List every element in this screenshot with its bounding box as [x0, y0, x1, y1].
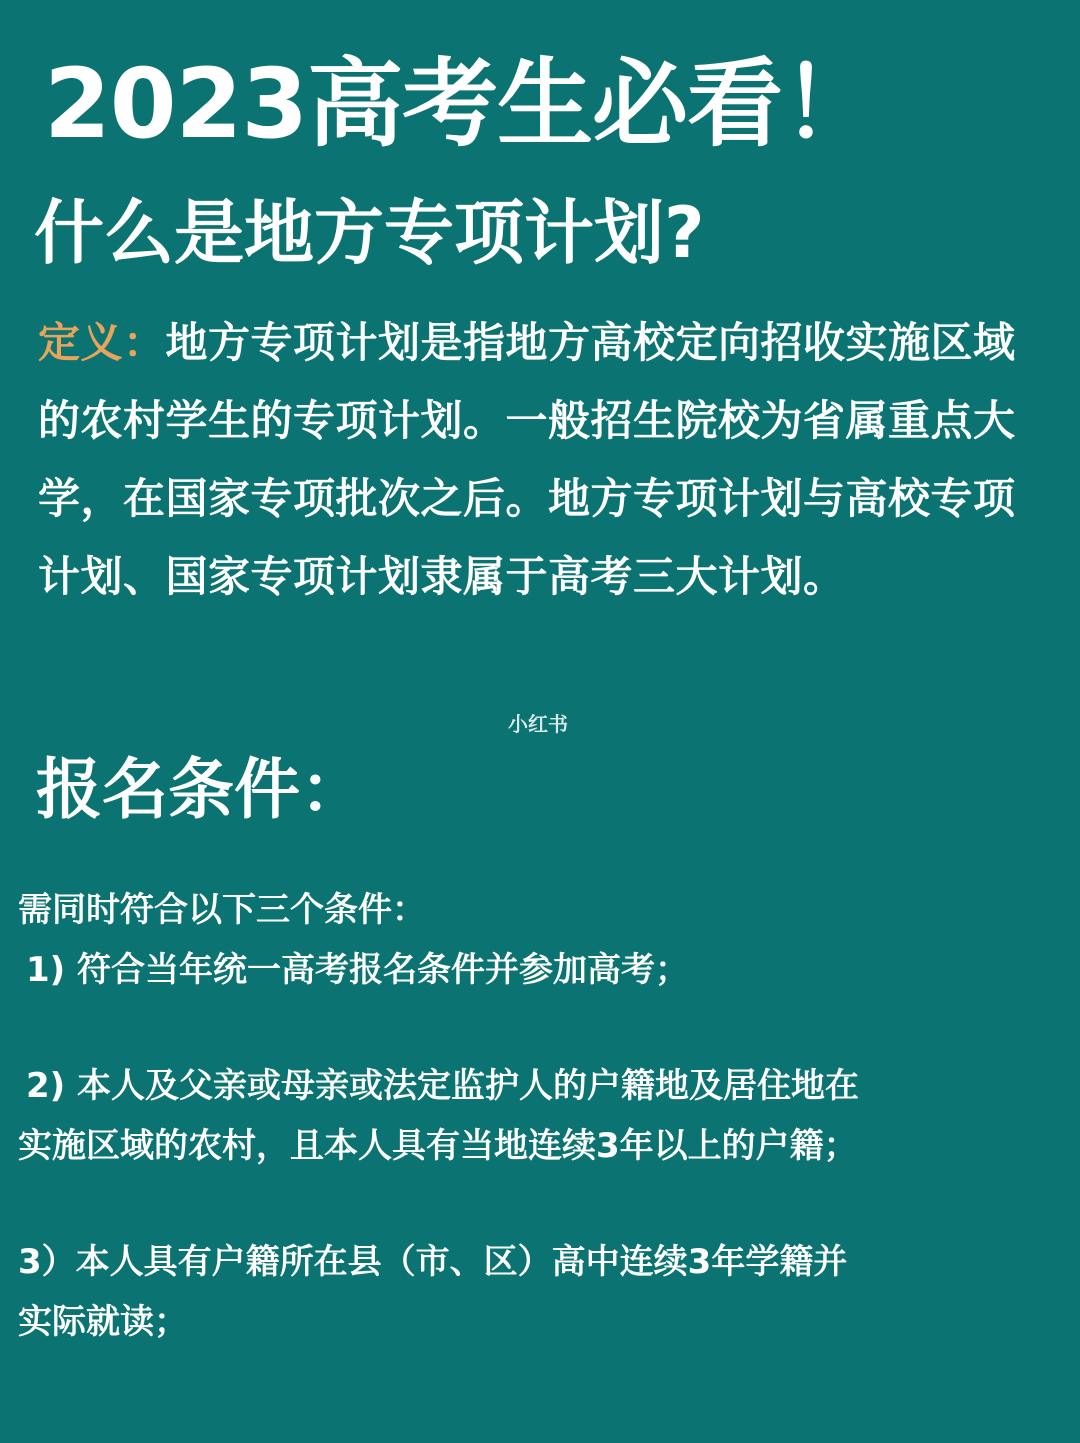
sub-title: 什么是地方专项计划? [34, 192, 705, 274]
spacer [18, 1176, 1058, 1232]
definition-text: 地方专项计划是指地方高校定向招收实施区域的农村学生的专项计划。一般招生院校为省属重点大学，在国家专项批次之后。地方专项计划与高校专项计划、国家专项计划隶属于高考三大计划。 [38, 318, 1016, 601]
main-title: 2023高考生必看！ [44, 48, 878, 160]
spacer [18, 1000, 1058, 1056]
requirement-item-2-line-1: 2) 本人及父亲或母亲或法定监护人的户籍地及居住地在 [26, 1066, 860, 1106]
definition-paragraph [38, 304, 1038, 616]
requirements-intro: 需同时符合以下三个条件： [18, 890, 426, 930]
requirement-item-1: 1) 符合当年统一高考报名条件并参加高考； [26, 950, 690, 990]
watermark-logo: 小红书 [508, 712, 568, 736]
requirements-list [18, 880, 1058, 1352]
requirement-item-3-line-1: 3）本人具有户籍所在县（市、区）高中连续3年学籍并 [18, 1242, 848, 1282]
definition-label: 定义： [38, 318, 166, 367]
requirement-item-2-line-2: 实施区域的农村，且本人具有当地连续3年以上的户籍； [18, 1126, 858, 1166]
requirements-title: 报名条件： [36, 751, 366, 828]
requirement-item-3-line-2: 实际就读； [18, 1302, 188, 1342]
